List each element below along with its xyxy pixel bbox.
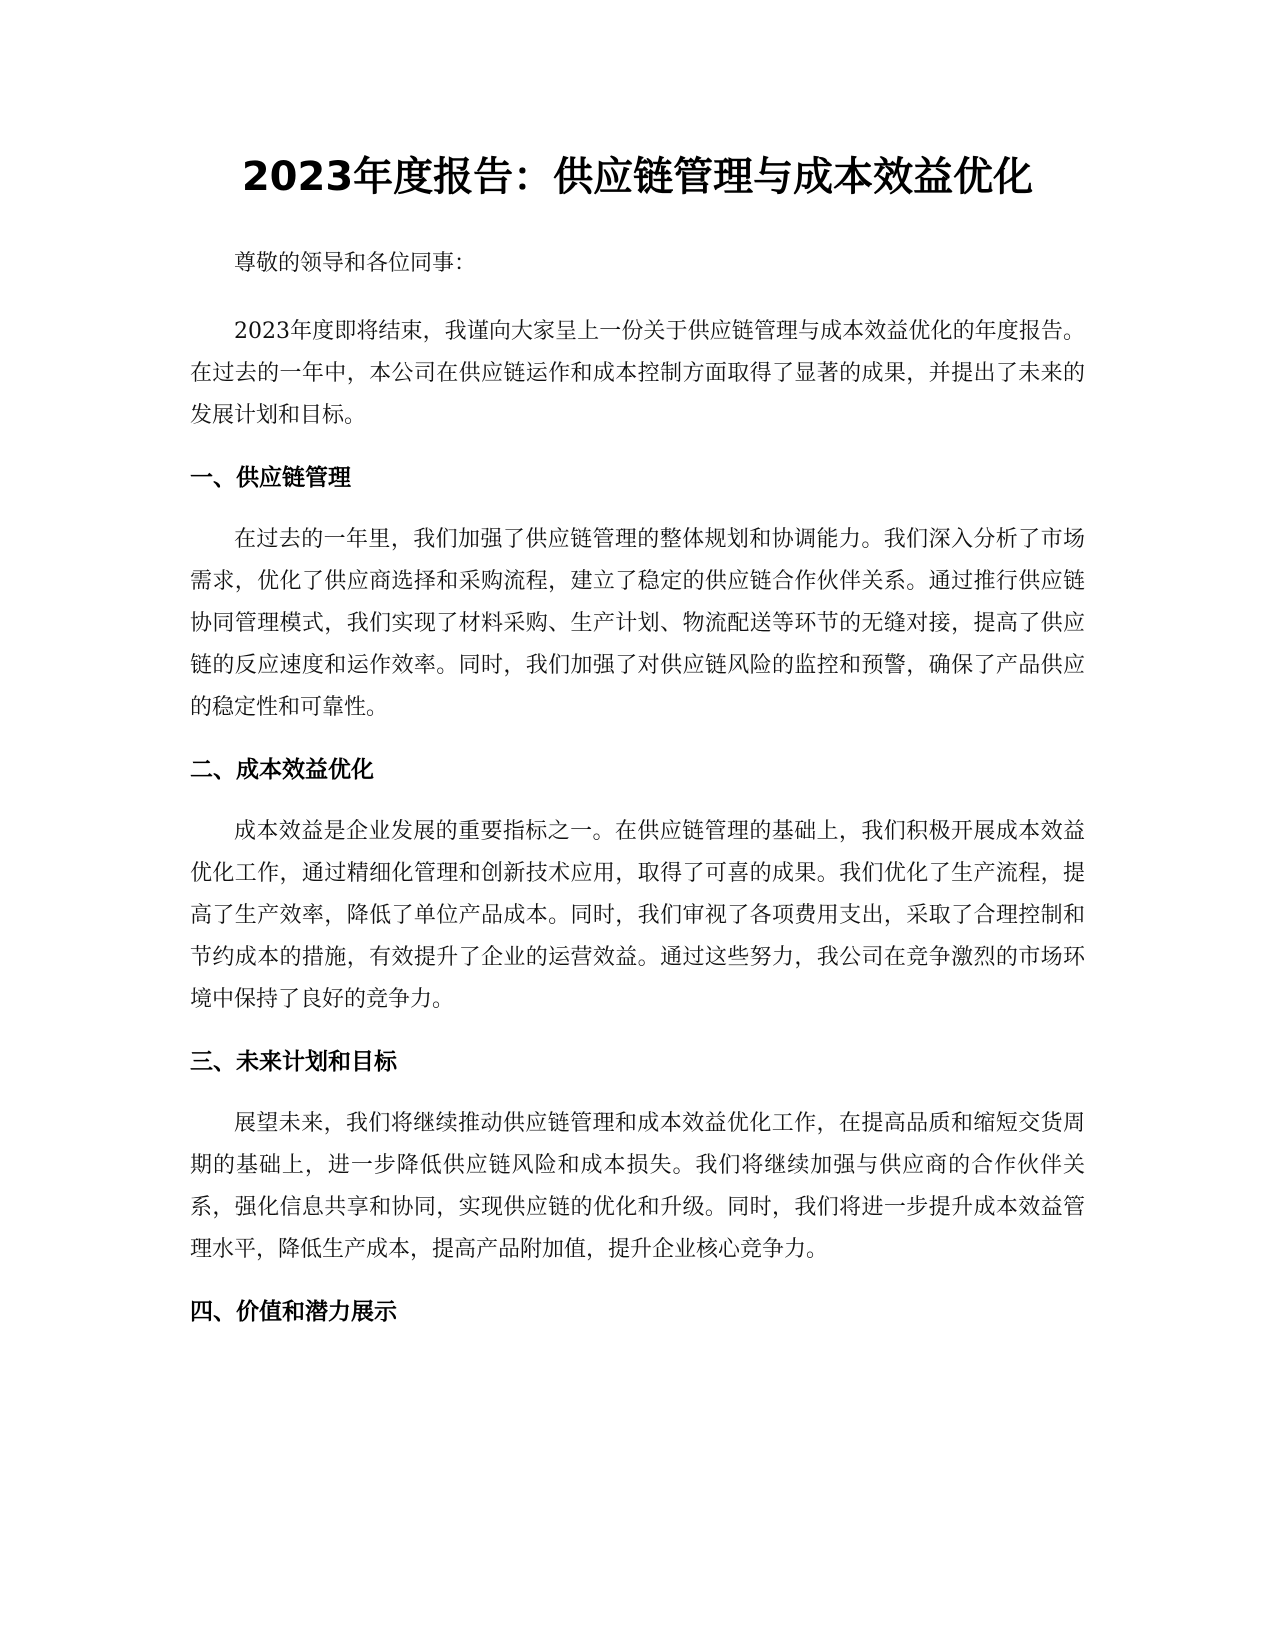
greeting-paragraph: 尊敬的领导和各位同事： bbox=[234, 251, 477, 276]
section-heading-future-plans: 三、未来计划和目标 bbox=[190, 1049, 397, 1075]
section-heading-supply-chain: 一、供应链管理 bbox=[190, 465, 351, 491]
section-heading-value-potential: 四、价值和潜力展示 bbox=[190, 1299, 397, 1325]
section-body-supply-chain: 在过去的一年里，我们加强了供应链管理的整体规划和协调能力。我们深入分析了市场需求，优化了供应商选择和采购流程，建立了稳定的供应链合作伙伴关系。通过推行供应链协同管理模式，我们实现了材料采购、生产计划、物流配送等环节的无缝对接，提高了供应链的反应速度和运作效率。同时，我们加强了对供应链风险的监控和预警，确保了产品供应的稳定性和可靠性。 bbox=[190, 527, 1085, 720]
section-heading-cost-benefit: 二、成本效益优化 bbox=[190, 757, 374, 783]
section-body-future-plans: 展望未来，我们将继续推动供应链管理和成本效益优化工作，在提高品质和缩短交货周期的基础上，进一步降低供应链风险和成本损失。我们将继续加强与供应商的合作伙伴关系，强化信息共享和协同，实现供应链的优化和升级。同时，我们将进一步提升成本效益管理水平，降低生产成本，提高产品附加值，提升企业核心竞争力。 bbox=[190, 1111, 1085, 1262]
intro-paragraph: 2023年度即将结束，我谨向大家呈上一份关于供应链管理与成本效益优化的年度报告。在过去的一年中，本公司在供应链运作和成本控制方面取得了显著的成果，并提出了未来的发展计划和目标。 bbox=[190, 319, 1085, 428]
section-body-cost-benefit: 成本效益是企业发展的重要指标之一。在供应链管理的基础上，我们积极开展成本效益优化工作，通过精细化管理和创新技术应用，取得了可喜的成果。我们优化了生产流程，提高了生产效率，降低了单位产品成本。同时，我们审视了各项费用支出，采取了合理控制和节约成本的措施，有效提升了企业的运营效益。通过这些努力，我公司在竞争激烈的市场环境中保持了良好的竞争力。 bbox=[190, 819, 1085, 1012]
document-title: 2023年度报告：供应链管理与成本效益优化 bbox=[241, 154, 1034, 200]
